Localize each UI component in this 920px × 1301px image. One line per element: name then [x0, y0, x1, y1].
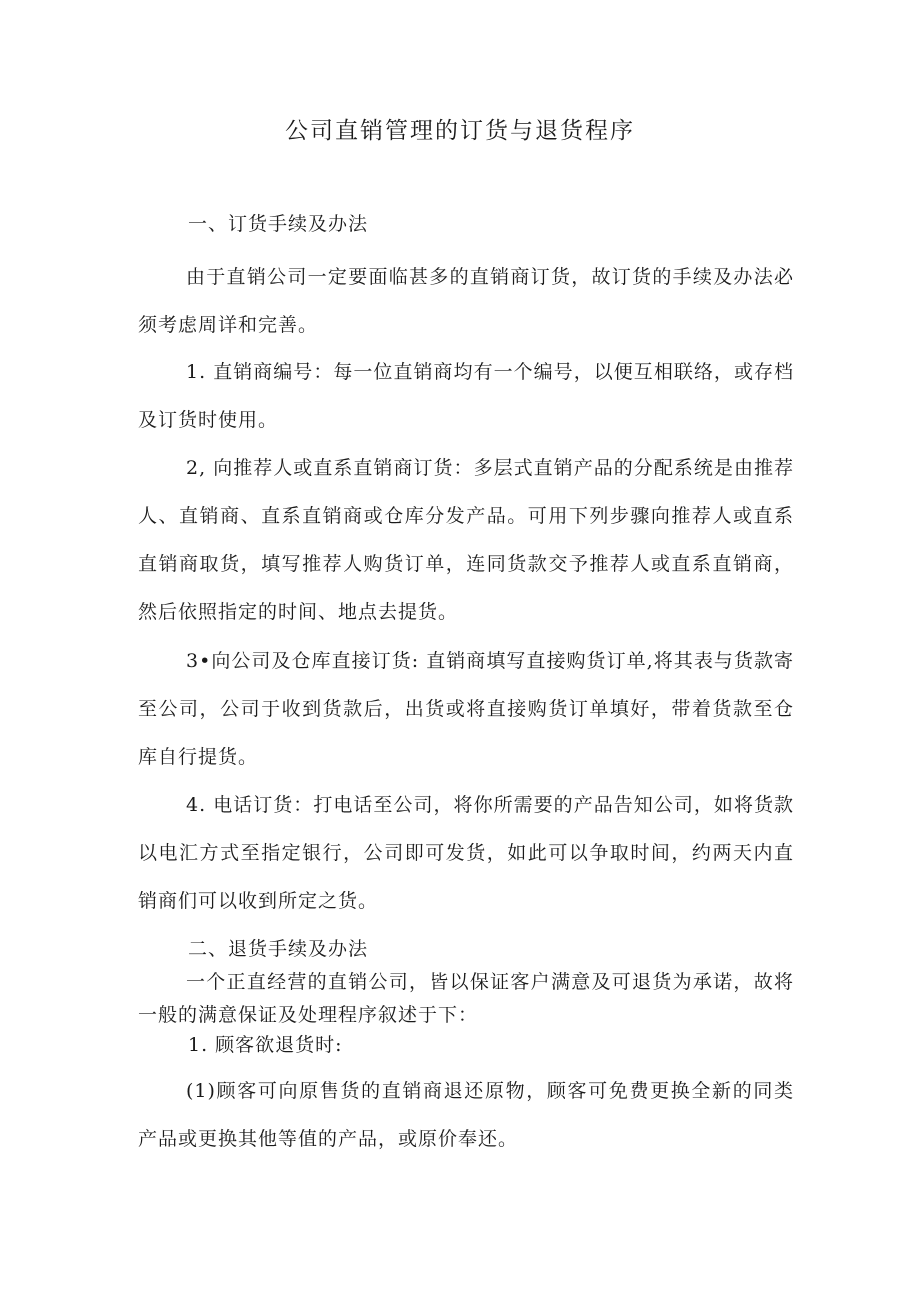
document-title: 公司直销管理的订货与退货程序	[285, 118, 635, 144]
paragraph-subitem-1: (1)顾客可向原售货的直销商退还原物，顾客可免费更换全新的同类产品或更换其他等值的产品，或原价奉还。	[138, 1080, 794, 1150]
paragraph-item-3: 3•向公司及仓库直接订货: 直销商填写直接购货订单,将其表与货款寄至公司，公司于收到货款后，出货或将直接购货订单填好，带着货款至仓库自行提货。	[138, 650, 794, 768]
section-heading-ordering: 一、订货手续及办法	[188, 213, 369, 235]
paragraph-item-2: 2, 向推荐人或直系直销商订货：多层式直销产品的分配系统是由推荐人、直销商、直系直销商或仓库分发产品。可用下列步骤向推荐人或直系直销商取货，填写推荐人购货订单，连同货款交予推荐人或直系直销商，然后依照指定的时间、地点去提货。	[138, 457, 794, 623]
paragraph-returns-intro: 一个正直经营的直销公司，皆以保证客户满意及可退货为承诺，故将一般的满意保证及处理程序叙述于下：	[138, 971, 794, 1026]
subheading-customer-return: 1. 顾客欲退货时:	[188, 1034, 343, 1056]
paragraph-item-4: 4. 电话订货：打电话至公司，将你所需要的产品告知公司，如将货款以电汇方式至指定银行，公司即可发货，如此可以争取时间，约两天内直销商们可以收到所定之货。	[138, 794, 794, 912]
paragraph-ordering-intro: 由于直销公司一定要面临甚多的直销商订货，故订货的手续及办法必须考虑周详和完善。	[138, 266, 794, 336]
section-heading-returns: 二、退货手续及办法	[188, 938, 369, 960]
paragraph-item-1: 1. 直销商编号：每一位直销商均有一个编号，以便互相联络，或存档及订货时使用。	[138, 361, 794, 431]
